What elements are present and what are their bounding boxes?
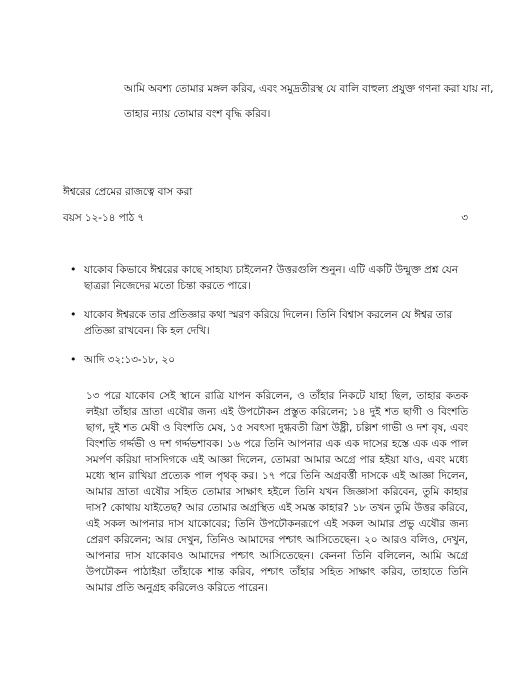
intro-paragraph: আমি অবশ্য তোমার মঙ্গল করিব, এবং সমুদ্রতীরস্থ যে বালি বাহুল্য প্রযুক্ত গণনা করা যায় না, তাহার ন্যায় তোমার বংশ বৃদ্ধি করিব।	[124, 83, 494, 121]
bullet-item	[70, 352, 470, 368]
meta-row	[63, 210, 468, 226]
bullet-item	[70, 262, 470, 294]
age-lesson-label: বয়স ১২-১৪ পাঠ ৭	[63, 212, 145, 224]
bullet-icon: •	[70, 308, 77, 321]
bullet-text: যাকোব ঈশ্বরকে তার প্রতিজ্ঞার কথা স্মরণ করিয়ে দিলেন। তিনি বিশ্বাস করলেন যে ঈশ্বর তার প্রতিজ্ঞা রাখবেন। কি হল দেখি।	[84, 309, 453, 337]
bullet-icon: •	[70, 263, 77, 276]
bullet-item	[70, 307, 470, 339]
bullet-text: যাকোব কিভাবে ঈশ্বরের কাছে সাহায্য চাইলেন? উত্তরগুলি শুনুন। এটি একটি উন্মুক্ত প্রশ্ন যেন ছাত্ররা নিজেদের মতো চিন্তা করতে পারে।	[84, 264, 458, 292]
section-title: ঈশ্বরের প্রেমের রাজত্বে বাস করা	[63, 186, 193, 198]
scripture-passage: ১৩ পরে যাকোব সেই স্থানে রাত্রি যাপন করিলেন, ও তাঁহার নিকটে যাহা ছিল, তাহার কতক লইয়া তাঁহার ভ্রাতা এষৌর জন্য এই উপঢৌকন প্রস্তুত করিলেন; ১৪ দুই শত ছাগী ও বিংশতি ছাগ, দুই শত মেষী ও বিংশতি মেষ, ১৫ সবৎসা দুগ্ধবতী ত্রিশ উষ্ট্রী, চল্লিশ গাভী ও দশ বৃষ, এবং বিংশতি গর্দ্দভী ও দশ গর্দ্দভশাবক। ১৬ পরে তিনি আপনার এক এক দাসের হস্তে এক এক পাল সমর্পণ করিয়া দাসদিগকে এই আজ্ঞা দিলেন, তোমরা আমার অগ্রে পার হইয়া যাও, এবং মধ্যে মধ্যে স্থান রাখিয়া প্রত্যেক পাল পৃথক্‌ কর। ১৭ পরে তিনি অগ্রবর্ত্তী দাসকে এই আজ্ঞা দিলেন, আমার ভ্রাতা এষৌর সহিত তোমার সাক্ষাৎ হইলে তিনি যখন জিজ্ঞাসা করিবেন, তুমি কাহার দাস? কোথায় যাইতেছ? আর তোমার অগ্রস্থিত এই সমস্ত কাহার? ১৮ তখন তুমি উত্তর করিবে, এই সকল আপনার দাস যাকোবের; তিনি উপঢৌকনরূপে এই সকল আমার প্রভু এষৌর জন্য প্রেরণ করিলেন; আর দেখুন, তিনিও আমাদের পশ্চাৎ আসিতেছেন। ২০ আরও বলিও, দেখুন, আপনার দাস যাকোবও আমাদের পশ্চাৎ আসিতেছেন। কেননা তিনি বলিলেন, আমি অগ্রে উপঢৌকন পাঠাইয়া তাঁহাকে শান্ত করিব, পশ্চাৎ তাঁহার সহিত সাক্ষাৎ করিব, তাহাতে তিনি আমার প্রতি অনুগ্রহ করিলেও করিতে পারেন।	[86, 390, 468, 595]
page-number: ৩	[461, 212, 468, 224]
bullet-icon: •	[70, 353, 77, 366]
bullet-text: আদি ৩২:১৩-১৮, ২০	[84, 354, 175, 366]
bullet-list	[70, 262, 470, 381]
